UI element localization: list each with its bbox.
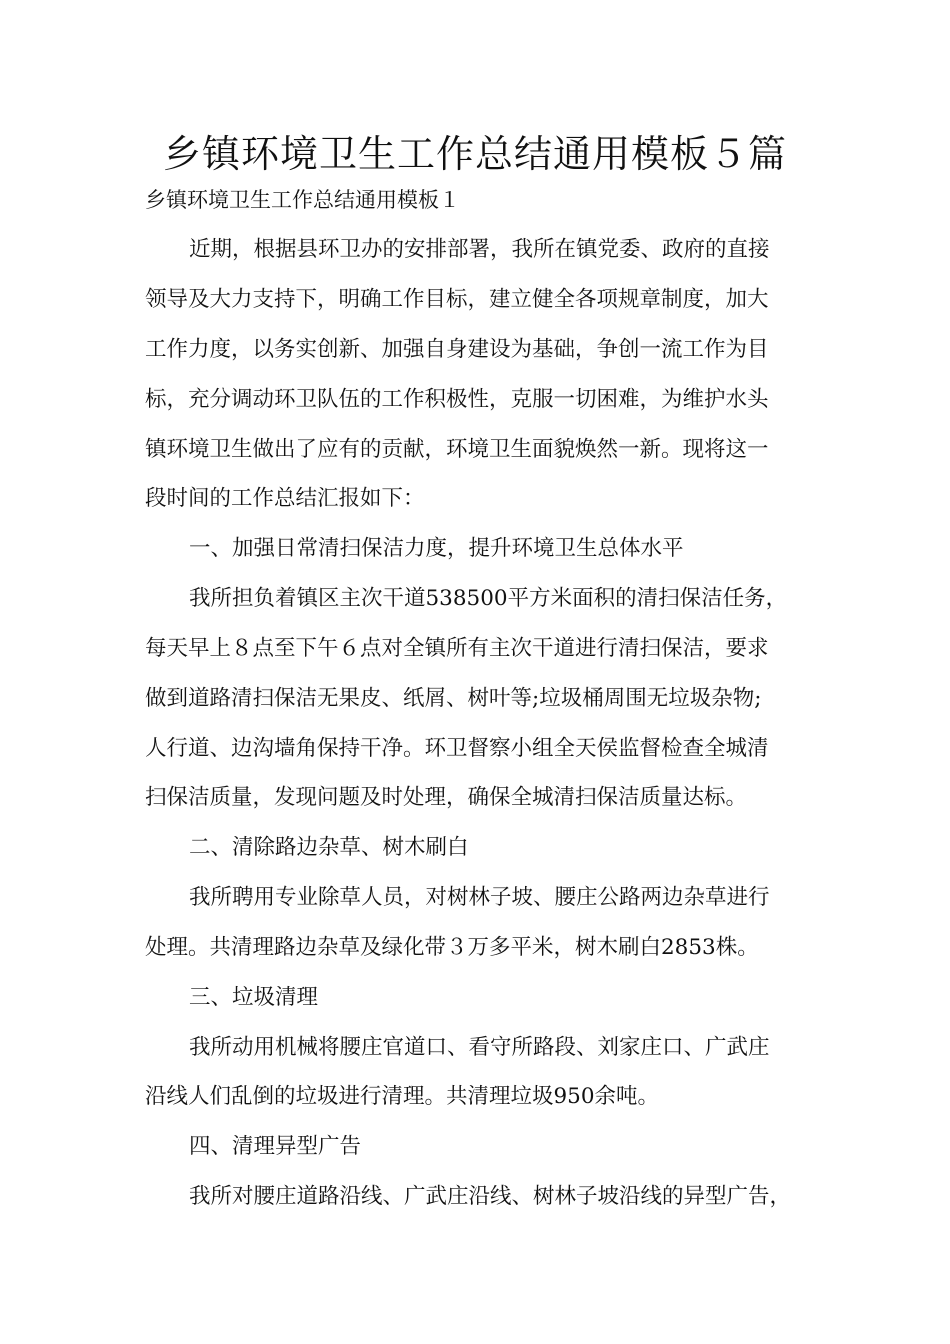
- paragraph-line: 近期，根据县环卫办的安排部署，我所在镇党委、政府的直接: [189, 237, 770, 262]
- paragraph-line: 我所聘用专业除草人员，对树林子坡、腰庄公路两边杂草进行: [189, 885, 770, 910]
- paragraph-line: 每天早上８点至下午６点对全镇所有主次干道进行清扫保洁，要求: [145, 636, 769, 661]
- paragraph-line: 我所担负着镇区主次干道538500平方米面积的清扫保洁任务，: [189, 586, 788, 611]
- section-heading: 三、垃圾清理: [189, 985, 319, 1010]
- paragraph-line: 扫保洁质量，发现问题及时处理，确保全城清扫保洁质量达标。: [145, 785, 748, 810]
- document-title: 乡镇环境卫生工作总结通用模板５篇: [162, 132, 787, 176]
- paragraph-line: 标，充分调动环卫队伍的工作积极性，克服一切困难，为维护水头: [145, 387, 769, 412]
- paragraph-line: 我所对腰庄道路沿线、广武庄沿线、树林子坡沿线的异型广告，: [189, 1184, 792, 1209]
- section-heading: 二、清除路边杂草、树木刷白: [189, 835, 469, 860]
- section-heading: 四、清理异型广告: [189, 1134, 362, 1159]
- paragraph-line: 处理。共清理路边杂草及绿化带３万多平米，树木刷白2853株。: [145, 935, 759, 960]
- paragraph-line: 镇环境卫生做出了应有的贡献，环境卫生面貌焕然一新。现将这一: [145, 437, 769, 462]
- section-heading: 一、加强日常清扫保洁力度，提升环境卫生总体水平: [189, 536, 684, 561]
- paragraph-line: 沿线人们乱倒的垃圾进行清理。共清理垃圾950余吨。: [145, 1084, 660, 1109]
- paragraph-line: 做到道路清扫保洁无果皮、纸屑、树叶等;垃圾桶周围无垃圾杂物;: [145, 686, 762, 711]
- document-subtitle: 乡镇环境卫生工作总结通用模板１: [145, 188, 460, 212]
- paragraph-line: 段时间的工作总结汇报如下：: [145, 486, 425, 511]
- paragraph-line: 工作力度，以务实创新、加强自身建设为基础，争创一流工作为目: [145, 337, 769, 362]
- paragraph-line: 我所动用机械将腰庄官道口、看守所路段、刘家庄口、广武庄: [189, 1035, 770, 1060]
- paragraph-line: 领导及大力支持下，明确工作目标，建立健全各项规章制度，加大: [145, 287, 769, 312]
- paragraph-line: 人行道、边沟墙角保持干净。环卫督察小组全天侯监督检查全城清: [145, 736, 769, 761]
